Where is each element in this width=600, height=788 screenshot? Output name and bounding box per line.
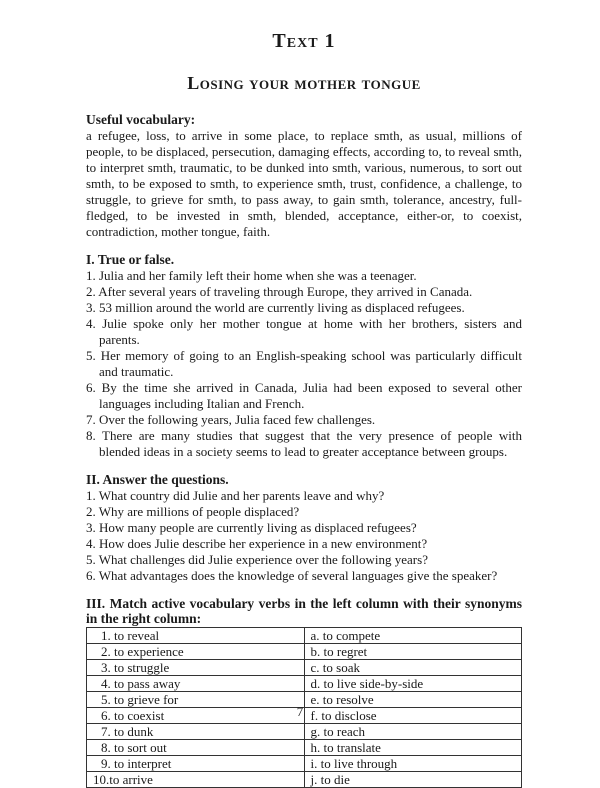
table-row <box>87 740 522 756</box>
left-cell: 10.to arrive <box>87 772 305 788</box>
table-row <box>87 676 522 692</box>
true-false-heading: I. True or false. <box>86 252 175 267</box>
table-row <box>87 772 522 788</box>
page-number: 7 <box>296 704 304 719</box>
left-cell: 3. to struggle <box>87 660 305 676</box>
right-cell: d. to live side-by-side <box>304 676 522 692</box>
left-cell: 8. to sort out <box>87 740 305 756</box>
questions-list <box>86 488 522 584</box>
table-row <box>87 724 522 740</box>
list-item: 3. 53 million around the world are currently living as displaced refugees. <box>86 300 465 315</box>
list-item: 3. How many people are currently living as displaced refugees? <box>86 520 417 535</box>
table-row <box>87 644 522 660</box>
true-false-section <box>86 252 522 460</box>
vocabulary-body: a refugee, loss, to arrive in some place, to replace smth, as usual, millions of people, to be displaced, persecution, damaging effects, according to, to reveal smth, to interpret smth, traumatic, to be dunked into smth, various, numerous, to sort out smth, to be exposed to smth, to experience smth, trust, confidence, a challenge, to struggle, to grieve for smth, to pass away, to gain smth, tolerance, ancestry, full-fledged, to be invested in smth, blended, acceptance, either-or, to coexist, contradiction, mother tongue, faith. <box>86 128 522 239</box>
right-cell: f. to disclose <box>304 708 522 724</box>
list-item: 8. There are many studies that suggest that the very presence of people with blended ideas in a society seems to lead to greater acceptance between groups. <box>86 428 522 459</box>
left-cell: 6. to coexist <box>87 708 305 724</box>
page-title: Losing your mother tongue <box>187 73 421 93</box>
right-cell: i. to live through <box>304 756 522 772</box>
list-item: 5. Her memory of going to an English-speaking school was particularly difficult and traumatic. <box>86 348 522 379</box>
table-row <box>87 660 522 676</box>
left-cell: 2. to experience <box>87 644 305 660</box>
list-item: 2. Why are millions of people displaced? <box>86 504 300 519</box>
right-cell: e. to resolve <box>304 692 522 708</box>
list-item: 7. Over the following years, Julia faced few challenges. <box>86 412 376 427</box>
true-false-list <box>86 268 522 460</box>
list-item: 4. Julie spoke only her mother tongue at home with her brothers, sisters and parents. <box>86 316 522 347</box>
left-cell: 7. to dunk <box>87 724 305 740</box>
right-cell: b. to regret <box>304 644 522 660</box>
list-item: 6. By the time she arrived in Canada, Julia had been exposed to several other languages including Italian and French. <box>86 380 522 411</box>
list-item: 4. How does Julie describe her experience in a new environment? <box>86 536 428 551</box>
table-row <box>87 756 522 772</box>
left-cell: 5. to grieve for <box>87 692 305 708</box>
list-item: 6. What advantages does the knowledge of several languages give the speaker? <box>86 568 498 583</box>
list-item: 1. What country did Julie and her parents leave and why? <box>86 488 385 503</box>
left-cell: 4. to pass away <box>87 676 305 692</box>
list-item: 2. After several years of traveling through Europe, they arrived in Canada. <box>86 284 473 299</box>
questions-heading: II. Answer the questions. <box>86 472 229 487</box>
questions-section <box>86 472 522 584</box>
text-number-heading: Text 1 <box>272 30 336 52</box>
right-cell: g. to reach <box>304 724 522 740</box>
matching-heading: III. Match active vocabulary verbs in the left column with their synonyms in the right column: <box>86 596 522 626</box>
right-cell: c. to soak <box>304 660 522 676</box>
list-item: 1. Julia and her family left their home when she was a teenager. <box>86 268 417 283</box>
right-cell: a. to compete <box>304 628 522 644</box>
vocabulary-section <box>86 112 522 240</box>
left-cell: 1. to reveal <box>87 628 305 644</box>
table-row <box>87 628 522 644</box>
right-cell: j. to die <box>304 772 522 788</box>
list-item: 5. What challenges did Julie experience over the following years? <box>86 552 428 567</box>
right-cell: h. to translate <box>304 740 522 756</box>
vocabulary-heading: Useful vocabulary: <box>86 112 196 127</box>
left-cell: 9. to interpret <box>87 756 305 772</box>
matching-section <box>86 596 522 788</box>
